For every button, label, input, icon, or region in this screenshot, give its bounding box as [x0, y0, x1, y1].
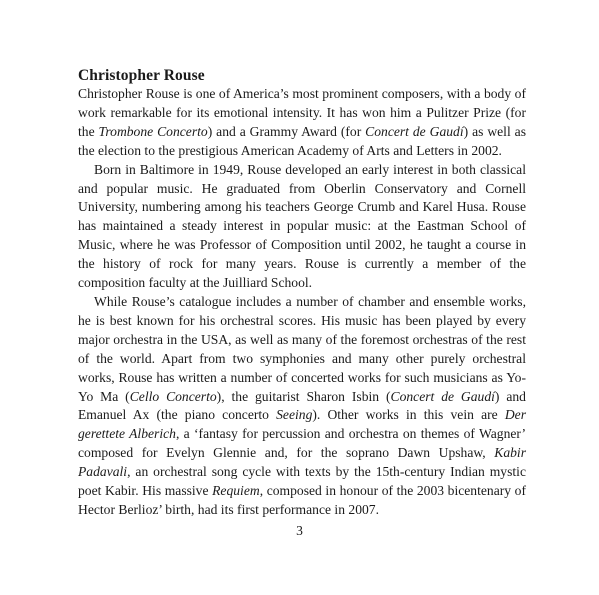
italic-title-text: Requiem — [212, 483, 260, 499]
italic-title-text: Der gerettete Alberich — [78, 407, 526, 442]
page-number: 3 — [296, 523, 303, 538]
biography-paragraph-2 — [78, 161, 526, 293]
body-text: , composed in honour of the 2003 bicentenary of Hector Berlioz’ birth, had its first performance in 2007. — [78, 483, 526, 517]
italic-title-text: Concert de Gaudí — [365, 123, 464, 139]
italic-title-text: Trombone Concerto — [98, 123, 208, 139]
body-text: , an orchestral song cycle with texts by the 15th-century Indian mystic poet Kabir. His massive — [78, 464, 526, 499]
italic-title-text: Concert de Gaudí — [390, 388, 495, 404]
body-text: ) as well as the election to the prestigious American Academy of Arts and Letters in 2002. — [78, 123, 526, 158]
italic-title-text: Kabir Padavali — [78, 445, 526, 480]
body-text: ) and Emanuel Ax (the piano concerto — [78, 388, 526, 423]
body-text: , a ‘fantasy for percussion and orchestra on themes of Wagner’ composed for Evelyn Glennie and, for the soprano Dawn Upshaw, — [78, 426, 526, 461]
body-text: Christopher Rouse is one of America’s most prominent composers, with a body of work remarkable for its emotional intensity. It has won him a Pulitzer Prize (for the — [78, 86, 526, 139]
biography-paragraph-1 — [78, 85, 526, 161]
body-text: ), the guitarist Sharon Isbin ( — [216, 388, 391, 404]
biography-heading: Christopher Rouse — [78, 67, 205, 84]
body-text: ) and a Grammy Award (for — [207, 123, 366, 139]
body-text: While Rouse’s catalogue includes a number of chamber and ensemble works, he is best known for his orchestral scores. His music has been played by every major orchestra in the USA, as well as many of the foremost orchestras of the rest of the world. Apart from two symphonies and many other purely orchestral works, Rouse has written a number of concerted works for such musicians as Yo-Yo Ma ( — [78, 293, 526, 404]
biography-paragraph-3 — [78, 293, 526, 520]
body-text: ). Other works in this vein are — [312, 407, 505, 423]
italic-title-text: Cello Concerto — [129, 388, 217, 404]
body-text: Born in Baltimore in 1949, Rouse developed an early interest in both classical and popular music. He graduated from Oberlin Conservatory and Cornell University, numbering among his teachers George Crumb and Karel Husa. Rouse has maintained a steady interest in popular music: at the Eastman School of Music, where he was Professor of Composition until 2002, he taught a course in the history of rock for many years. Rouse is currently a member of the composition faculty at the Juilliard School. — [78, 161, 526, 291]
italic-title-text: Seeing — [276, 407, 313, 423]
biography-text-block — [78, 67, 526, 520]
